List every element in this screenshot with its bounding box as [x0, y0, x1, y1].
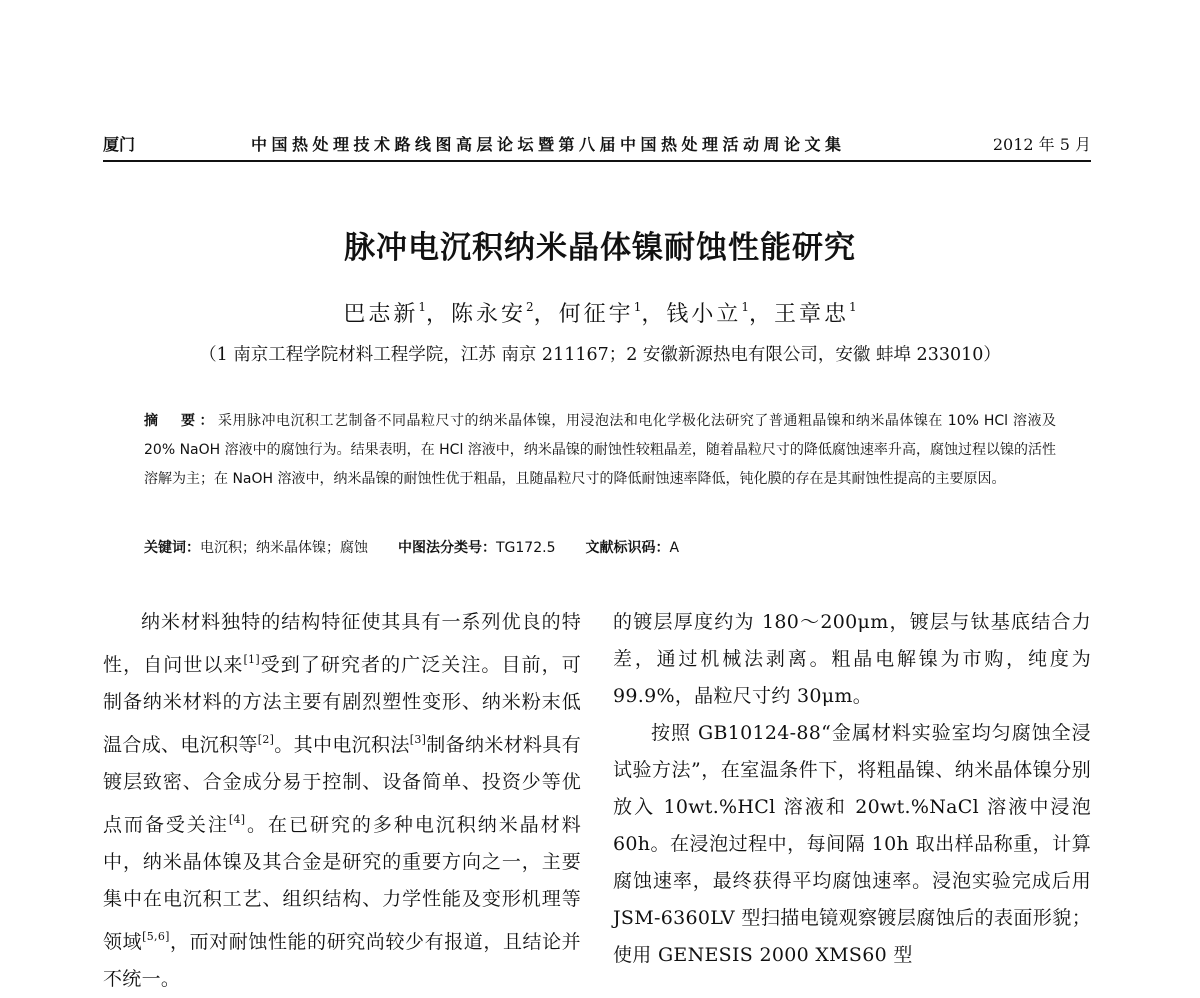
classification-value: TG172.5 — [496, 540, 556, 556]
keywords-text: 电沉积；纳米晶体镍；腐蚀 — [200, 540, 368, 556]
header-location: 厦门 — [103, 135, 136, 154]
body-text: 制备纳米材料具有镀层致密、合金成分易于控制、设备简单、投资少等优点而备受关注 — [103, 734, 582, 836]
author-affiliation-mark: 2 — [526, 300, 534, 314]
body-paragraph: 按照 GB10124-88“金属材料实验室均匀腐蚀全浸试验方法”，在室温条件下，将粗晶镍、纳米晶体镍分别放入 10wt.%HCl 溶液和 20wt.%NaCl 溶液中浸泡 60h。在浸泡过程中，每间隔 10h 取出样品称重，计算腐蚀速率，最终获得平均腐蚀速率。浸泡实验完成后用 JSM-6360LV 型扫描电镜观察镀层腐蚀后的表面形貌；使用 GENESIS 2000 XMS60 型 — [613, 722, 1091, 966]
abstract-text: 采用脉冲电沉积工艺制备不同晶粒尺寸的纳米晶体镍，用浸泡法和电化学极化法研究了普通粗晶镍和纳米晶体镍在 10% HCl 溶液及 20% NaOH 溶液中的腐蚀行为。结果表明，在 HCl 溶液中，纳米晶镍的耐蚀性较粗晶差，随着晶粒尺寸的降低腐蚀速率升高，腐蚀过程以镍的活性溶解为主；在 NaOH 溶液中，纳米晶镍的耐蚀性优于粗晶，且随晶粒尺寸的降低耐蚀速率降低，钝化膜的存在是其耐蚀性提高的主要原因。 — [144, 413, 1056, 487]
body-paragraph: 的镀层厚度约为 180～200μm，镀层与钛基底结合力差，通过机械法剥离。粗晶电解镍为市购，纯度为 99.9%，晶粒尺寸约 30μm。 — [613, 611, 1091, 707]
citation-ref: [1] — [243, 653, 260, 666]
classification-label: 中图法分类号： — [398, 540, 496, 556]
citation-ref: [3] — [409, 733, 427, 746]
document-code-value: A — [669, 540, 680, 556]
body-text: 。其中电沉积法 — [274, 734, 410, 756]
author-name: 巴志新 — [343, 302, 419, 327]
author-affiliation-mark: 1 — [633, 300, 642, 314]
affiliation: （1 南京工程学院材料工程学院，江苏 南京 211167；2 安徽新源热电有限公司，安徽 蚌埠 233010） — [199, 345, 1001, 365]
paper-title: 脉冲电沉积纳米晶体镍耐蚀性能研究 — [344, 230, 856, 266]
body-text: 。在已研究的多种电沉积纳米晶材料中，纳米晶体镍及其合金是研究的重要方向之一，主要集中在电沉积工艺、组织结构、力学性能及变形机理等领域 — [103, 814, 581, 953]
header-date: 2012 年 5 月 — [992, 135, 1091, 154]
author-name: 钱小立 — [666, 302, 742, 327]
citation-ref: [4] — [228, 813, 246, 826]
header-proceedings-title: 中国热处理技术路线图高层论坛暨第八届中国热处理活动周论文集 — [251, 135, 846, 154]
abstract — [144, 407, 1056, 494]
keywords-line — [144, 537, 1056, 557]
author-list: 巴志新$^1$，陈永安$^2$，何征宇$^1$，钱小立$^1$，王章忠$^1$ — [343, 300, 857, 327]
header-divider — [103, 160, 1091, 162]
body-paragraph — [103, 604, 581, 998]
author-name: 何征宇 — [558, 302, 634, 327]
author-affiliation-mark: 1 — [741, 300, 749, 314]
author-affiliation-mark: 1 — [418, 300, 426, 314]
author-name: 陈永安 — [451, 302, 527, 327]
abstract-label: 摘 要： — [144, 413, 218, 429]
body-text: 受到了研究者的广泛关注。目前，可制备纳米材料的方法主要有剧烈塑性变形、纳米粉末低温合成、电沉积等 — [103, 654, 581, 756]
body-text: 纳米材料独特的结构特征使其具有一系列优良的特性，自问世以来 — [103, 611, 581, 676]
running-header — [103, 132, 1091, 156]
document-code-label: 文献标识码： — [585, 540, 670, 556]
keywords-label: 关键词： — [144, 540, 200, 556]
author-name: 王章忠 — [774, 302, 850, 327]
body-text: ，而对耐蚀性能的研究尚较少有报道，且结论并不统一。 — [103, 931, 581, 990]
body-column-left — [103, 604, 581, 998]
citation-ref: [5,6] — [142, 930, 170, 943]
body-column-right — [613, 604, 1091, 974]
citation-ref: [2] — [257, 733, 275, 746]
author-affiliation-mark: 1 — [849, 300, 857, 314]
